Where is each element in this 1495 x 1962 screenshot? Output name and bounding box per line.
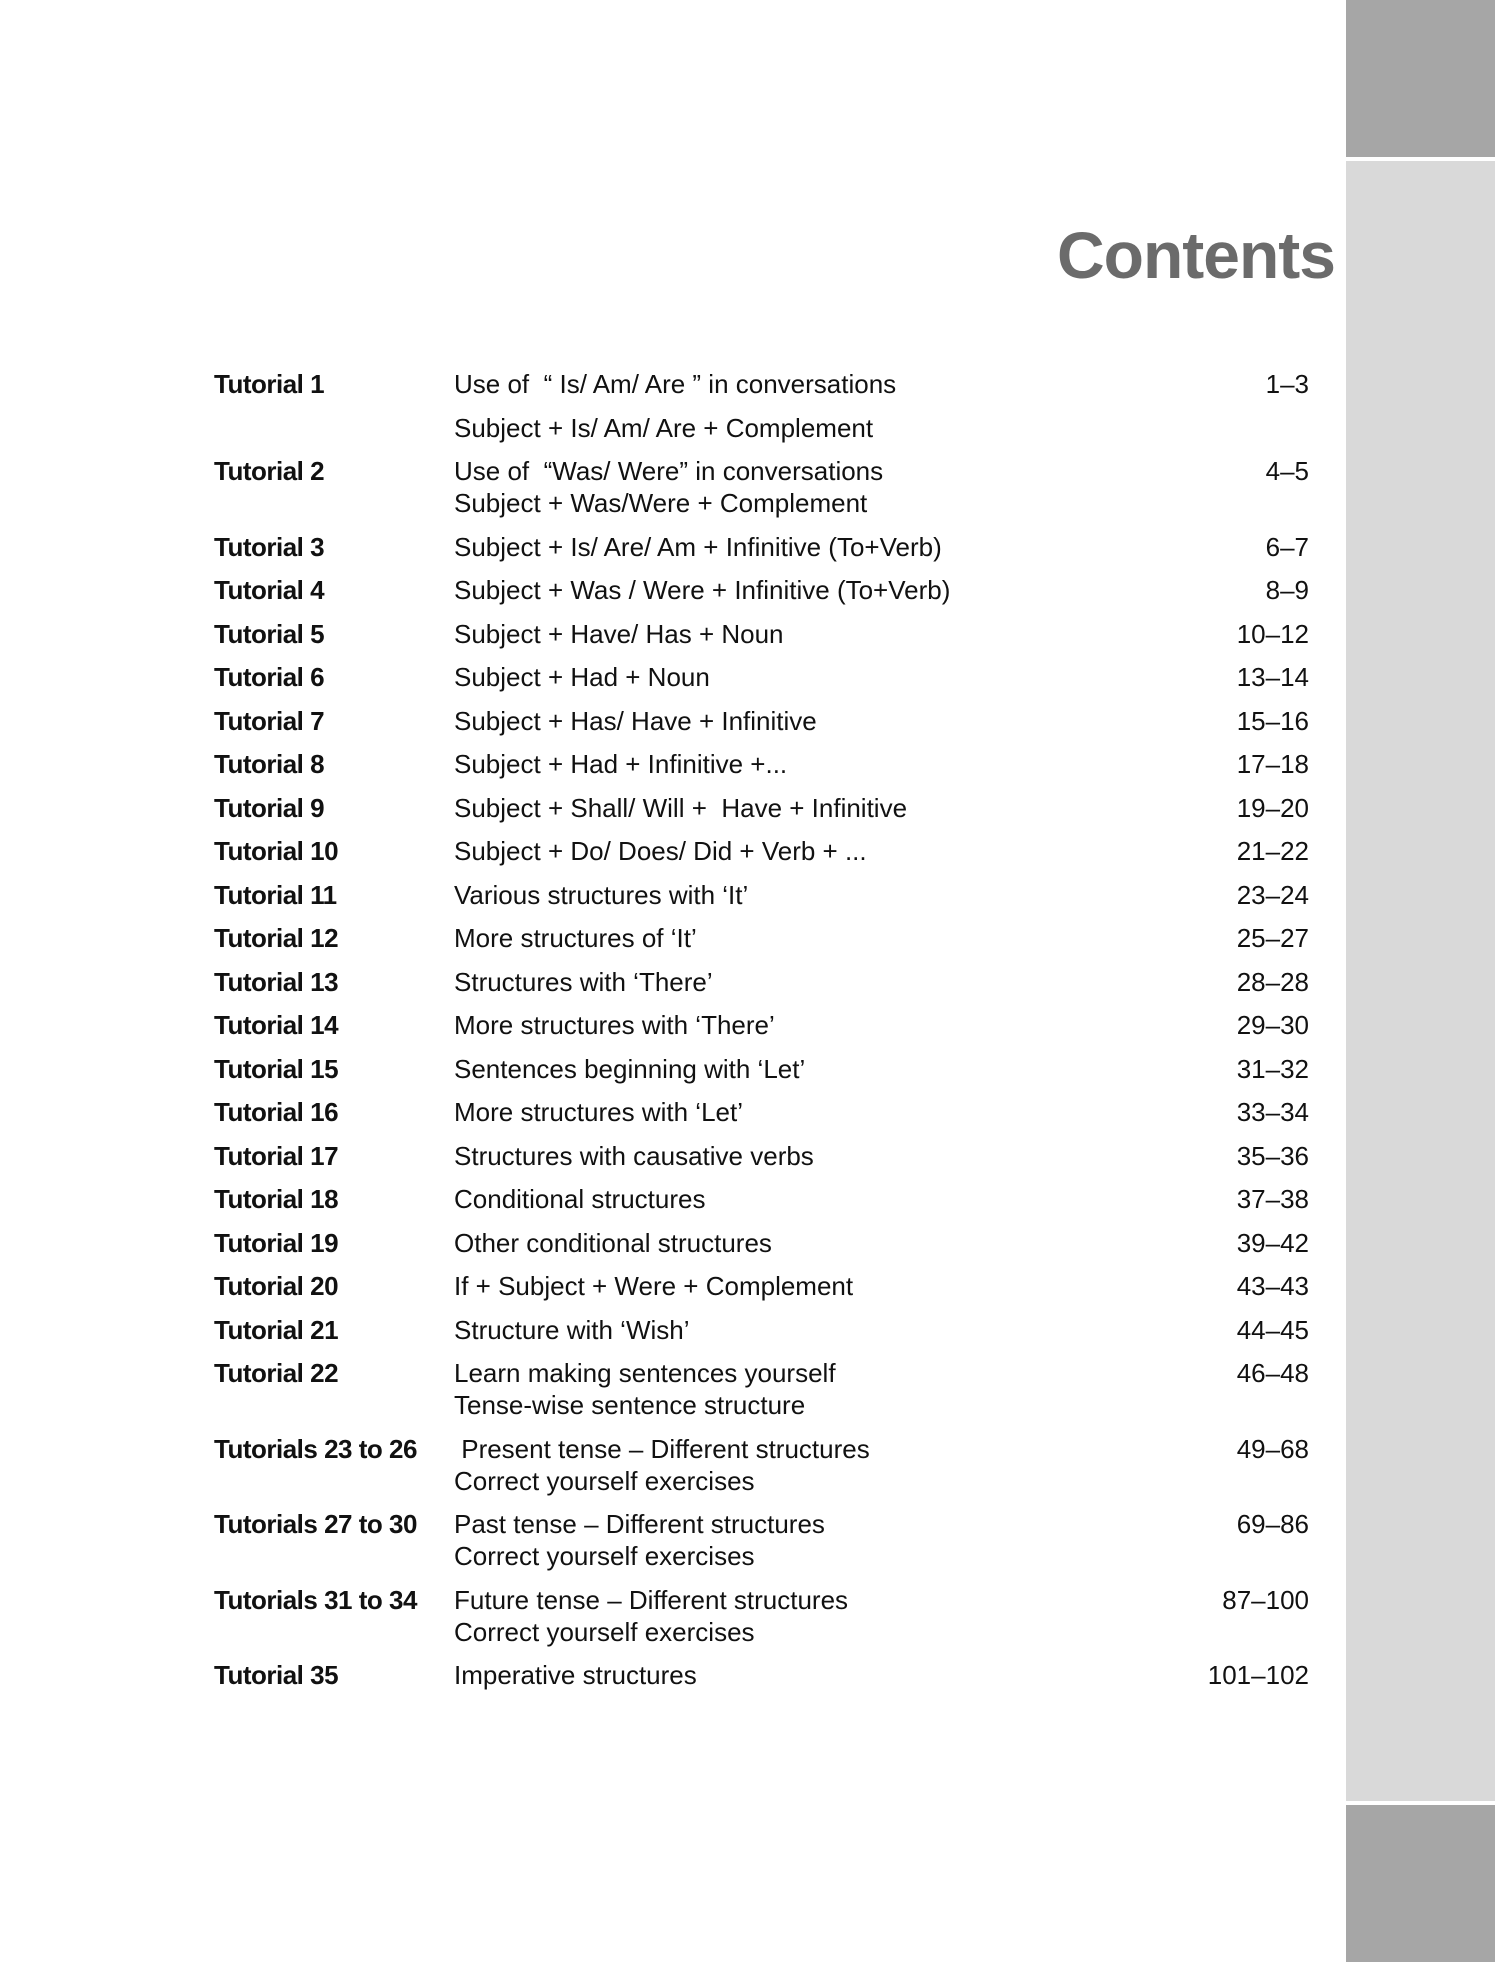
toc-entry [214,966,1309,1010]
toc-entry-description [454,574,1149,606]
toc-entry-label: Tutorial 19 [214,1227,339,1258]
toc-entry-line: Tense-wise sentence structure [454,1390,806,1420]
toc-entry-label: Tutorial 8 [214,749,325,779]
toc-entry-line: Use of “Was/ Were” in conversations [454,456,884,486]
toc-entry-description [454,1009,1149,1041]
toc-entry-label: Tutorial 2 [214,456,325,486]
toc-entry-pages: 49–68 [1236,1433,1309,1464]
toc-entry-label: Tutorials 27 to 30 [214,1509,417,1539]
toc-entry-description [454,1096,1149,1128]
toc-entry-pages: 46–48 [1236,1358,1309,1388]
toc-entry-description [454,531,1149,563]
toc-entry-line: Subject + Was / Were + Infinitive (To+Verb) [454,575,951,605]
toc-entry-line: Subject + Is/ Am/ Are + Complement [454,412,874,443]
toc-entry-line: Past tense – Different structures [454,1509,825,1539]
toc-entry-label: Tutorials 31 to 34 [214,1584,417,1615]
toc-entry-pages: 44–45 [1236,1314,1309,1345]
toc-entry [214,1096,1309,1140]
toc-entry [214,1183,1309,1227]
table-of-contents [214,368,1309,1703]
toc-entry-description [454,966,1149,998]
toc-entry-label: Tutorial 35 [214,1660,339,1690]
toc-entry-line: Subject + Is/ Are/ Am + Infinitive (To+Verb) [454,531,942,562]
toc-entry-label: Tutorial 20 [214,1271,339,1301]
toc-entry-label: Tutorial 21 [214,1314,339,1345]
toc-entry-pages: 13–14 [1236,662,1309,692]
toc-entry [214,1227,1309,1271]
toc-entry [214,792,1309,836]
toc-entry-label: Tutorial 13 [214,966,339,997]
toc-entry-description [454,879,1149,911]
toc-entry-description [454,1659,1149,1691]
toc-entry-pages: 35–36 [1236,1140,1309,1171]
toc-entry [214,748,1309,792]
toc-entry-label: Tutorial 7 [214,705,325,736]
toc-entry-label: Tutorial 4 [214,575,325,605]
toc-entry-label: Tutorial 11 [214,879,337,910]
toc-entry-pages: 1–3 [1265,369,1309,399]
toc-entry-pages: 101–102 [1207,1660,1309,1690]
toc-entry-label: Tutorial 14 [214,1010,339,1040]
toc-entry [214,1140,1309,1184]
toc-entry-line: Correct yourself exercises [454,1541,755,1571]
toc-entry-pages: 33–34 [1236,1097,1309,1127]
toc-entry-line: Use of “ Is/ Am/ Are ” in conversations [454,369,897,399]
toc-entry [214,1053,1309,1097]
toc-entry [214,455,1309,531]
toc-entry-description [454,1140,1149,1172]
toc-entry-label: Tutorial 10 [214,836,339,866]
toc-entry-pages: 19–20 [1236,792,1309,823]
toc-entry-description [454,748,1149,780]
toc-entry [214,661,1309,705]
toc-entry-description [454,835,1149,867]
toc-entry-line: Subject + Had + Infinitive +... [454,749,788,779]
toc-entry-label: Tutorial 3 [214,531,325,562]
toc-entry-pages: 28–28 [1236,966,1309,997]
toc-entry-description [454,1270,1149,1302]
toc-entry-line: Structures with ‘There’ [454,966,713,997]
toc-entry-label: Tutorial 16 [214,1097,339,1127]
toc-entry-label: Tutorial 17 [214,1140,339,1171]
toc-entry-description [454,1314,1149,1346]
side-band-top-separator [1346,157,1495,161]
toc-entry-line: Subject + Had + Noun [454,662,710,692]
toc-entry [214,1584,1309,1660]
toc-entry-label: Tutorial 1 [214,369,325,399]
toc-entry-pages: 37–38 [1236,1184,1309,1214]
toc-entry-line: More structures with ‘There’ [454,1010,775,1040]
toc-entry-line: If + Subject + Were + Complement [454,1271,854,1301]
toc-entry-description [454,705,1149,737]
toc-entry-description [454,1584,1149,1648]
toc-entry [214,368,1309,455]
toc-entry [214,1508,1309,1584]
toc-entry-line: Correct yourself exercises [454,1465,755,1496]
toc-entry-line: Structures with causative verbs [454,1140,814,1171]
toc-entry-pages: 31–32 [1236,1053,1309,1084]
toc-entry-pages: 10–12 [1236,618,1309,649]
toc-entry-pages: 87–100 [1222,1584,1309,1615]
side-band-top-block [1346,0,1495,157]
toc-entry-label: Tutorial 12 [214,923,339,953]
toc-entry-line: Conditional structures [454,1184,706,1214]
toc-entry-pages: 43–43 [1236,1271,1309,1301]
toc-entry [214,835,1309,879]
toc-entry-label: Tutorial 18 [214,1184,339,1214]
toc-entry-description [454,792,1149,824]
toc-entry-line: Learn making sentences yourself [454,1358,836,1388]
toc-entry-pages: 39–42 [1236,1227,1309,1258]
toc-entry-line: Other conditional structures [454,1227,772,1258]
toc-entry-line: Subject + Shall/ Will + Have + Infinitive [454,792,908,823]
toc-entry [214,1314,1309,1358]
toc-entry-pages: 23–24 [1236,879,1309,910]
side-band-bottom-block [1346,1805,1495,1962]
side-band [1346,0,1495,1962]
toc-entry [214,1357,1309,1433]
toc-entry-label: Tutorial 5 [214,618,325,649]
toc-entry [214,879,1309,923]
toc-entry-line: Subject + Has/ Have + Infinitive [454,705,817,736]
toc-entry-description [454,922,1149,954]
toc-entry-description [454,1357,1149,1421]
toc-entry-description [454,1053,1149,1085]
toc-entry-line: Subject + Have/ Has + Noun [454,618,784,649]
toc-entry-label: Tutorial 22 [214,1358,339,1388]
toc-entry-line: Correct yourself exercises [454,1616,755,1647]
toc-entry [214,705,1309,749]
toc-entry-pages: 17–18 [1236,749,1309,779]
toc-entry-description [454,368,1149,444]
toc-entry [214,922,1309,966]
toc-entry-line: Various structures with ‘It’ [454,879,749,910]
toc-entry-description [454,1433,1149,1497]
toc-entry-line: More structures with ‘Let’ [454,1097,743,1127]
toc-entry-label: Tutorial 6 [214,662,325,692]
toc-entry-pages: 8–9 [1265,575,1309,605]
toc-entry-label: Tutorials 23 to 26 [214,1433,417,1464]
toc-entry-pages: 21–22 [1236,836,1309,866]
toc-entry-pages: 4–5 [1265,456,1309,486]
toc-entry-pages: 69–86 [1236,1509,1309,1539]
toc-entry [214,1659,1309,1703]
toc-entry-pages: 6–7 [1265,531,1309,562]
toc-entry-line: Subject + Do/ Does/ Did + Verb + ... [454,836,867,866]
toc-entry [214,618,1309,662]
toc-entry [214,574,1309,618]
toc-entry-description [454,1508,1149,1572]
toc-entry-description [454,455,1149,519]
toc-entry-line: Structure with ‘Wish’ [454,1314,690,1345]
toc-entry-description [454,618,1149,650]
toc-entry [214,1009,1309,1053]
toc-entry [214,1270,1309,1314]
toc-entry-description [454,661,1149,693]
toc-entry-line: Subject + Was/Were + Complement [454,488,868,518]
toc-entry-pages: 15–16 [1236,705,1309,736]
toc-entry-line: Imperative structures [454,1660,697,1690]
toc-entry-line: Sentences beginning with ‘Let’ [454,1053,806,1084]
toc-entry-label: Tutorial 15 [214,1053,339,1084]
toc-entry-pages: 29–30 [1236,1010,1309,1040]
toc-entry-line: Present tense – Different structures [454,1433,870,1464]
toc-entry-line: More structures of ‘It’ [454,923,697,953]
toc-entry [214,1433,1309,1509]
toc-entry-description [454,1183,1149,1215]
toc-entry [214,531,1309,575]
page-title: Contents [1057,218,1335,292]
toc-entry-pages: 25–27 [1236,923,1309,953]
toc-entry-line: Future tense – Different structures [454,1584,849,1615]
toc-entry-label: Tutorial 9 [214,792,325,823]
toc-entry-description [454,1227,1149,1259]
